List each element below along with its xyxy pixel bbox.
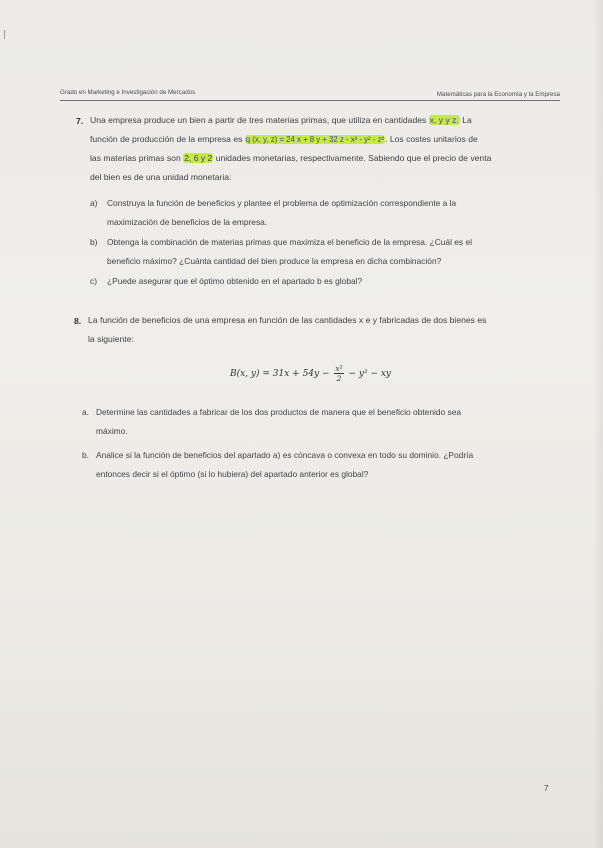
item-text: Obtenga la combinación de materias primas que maximiza el beneficio de la empresa. ¿Cuál es el	[107, 237, 472, 247]
item-text: máximo.	[96, 426, 128, 436]
page-header	[60, 88, 560, 101]
item-text: beneficio máximo? ¿Cuánta cantidad del bien produce la empresa en dicha combinación?	[107, 256, 442, 266]
highlighted-costs: 2, 6 y 2	[184, 153, 213, 163]
text-segment: unidades monetarias, respectivamente. Sabiendo que el precio de venta	[213, 153, 492, 163]
profit-function-formula	[230, 364, 391, 383]
scan-mark	[4, 30, 5, 39]
item-label: a)	[90, 198, 98, 208]
header-subject: Matemáticas para la Economía y la Empresa	[436, 91, 560, 98]
header-course: Grado en Marketing e Investigación de Mercados	[60, 89, 196, 96]
highlighted-variables: x, y y z.	[429, 115, 459, 125]
highlighted-production-function: q (x, y, z) = 24 x + 8 y + 32 z - x² - y² - z²	[245, 135, 385, 144]
item-text: maximización de beneficios de la empresa.	[107, 217, 268, 227]
problem-7-number: 7.	[76, 116, 84, 126]
item-text: Construya la función de beneficios y plantee el problema de optimización correspondiente a la	[107, 198, 457, 208]
item-label: b)	[90, 237, 98, 247]
problem-8-item-b	[82, 446, 572, 486]
problem-7-item-b	[90, 233, 570, 273]
text-segment: Una empresa produce un bien a partir de tres materias primas, que utiliza en cantidades	[90, 115, 429, 125]
text-segment: . Los costes unitarios de	[385, 134, 478, 144]
item-label: b.	[82, 450, 89, 460]
item-label: a.	[82, 407, 89, 417]
item-label: c)	[90, 276, 97, 286]
problem-7-item-a	[90, 194, 570, 234]
item-text: Analice si la función de beneficios del apartado a) es cóncava o convexa en todo su dominio. ¿Podría	[96, 450, 474, 460]
text-segment: las materias primas son	[90, 153, 184, 163]
item-text: Determine las cantidades a fabricar de los dos productos de manera que el beneficio obtenido sea	[96, 407, 462, 417]
text-segment: La	[459, 115, 472, 125]
formula-fraction	[334, 364, 343, 383]
formula-lhs: B(x, y) = 31x + 54y −	[230, 369, 333, 379]
problem-7-item-c	[90, 272, 570, 292]
fraction-numerator: x²	[335, 364, 343, 373]
item-text: entonces decir si el óptimo (si lo hubiera) del apartado anterior es global?	[96, 469, 369, 479]
problem-7-statement	[90, 111, 580, 187]
problem-7-line-1	[90, 111, 580, 130]
problem-8-item-a	[82, 403, 572, 443]
fraction-denominator: 2	[336, 374, 342, 383]
problem-8-statement	[88, 311, 578, 349]
problem-8-line-2: la siguiente:	[88, 334, 134, 344]
problem-7-line-4: del bien es de una unidad monetaria:	[90, 172, 232, 182]
problem-8-number: 8.	[74, 316, 82, 326]
item-text: ¿Puede asegurar que el óptimo obtenido en el apartado b es global?	[107, 276, 363, 286]
page-number: 7	[544, 784, 549, 793]
text-segment: función de producción de la empresa es	[90, 134, 245, 144]
formula-rhs: − y² − xy	[345, 369, 392, 379]
problem-7-line-3	[90, 149, 580, 168]
problem-8-line-1: La función de beneficios de una empresa en función de las cantidades x e y fabricadas de dos bienes es	[88, 315, 487, 325]
problem-7-line-2	[90, 130, 580, 149]
